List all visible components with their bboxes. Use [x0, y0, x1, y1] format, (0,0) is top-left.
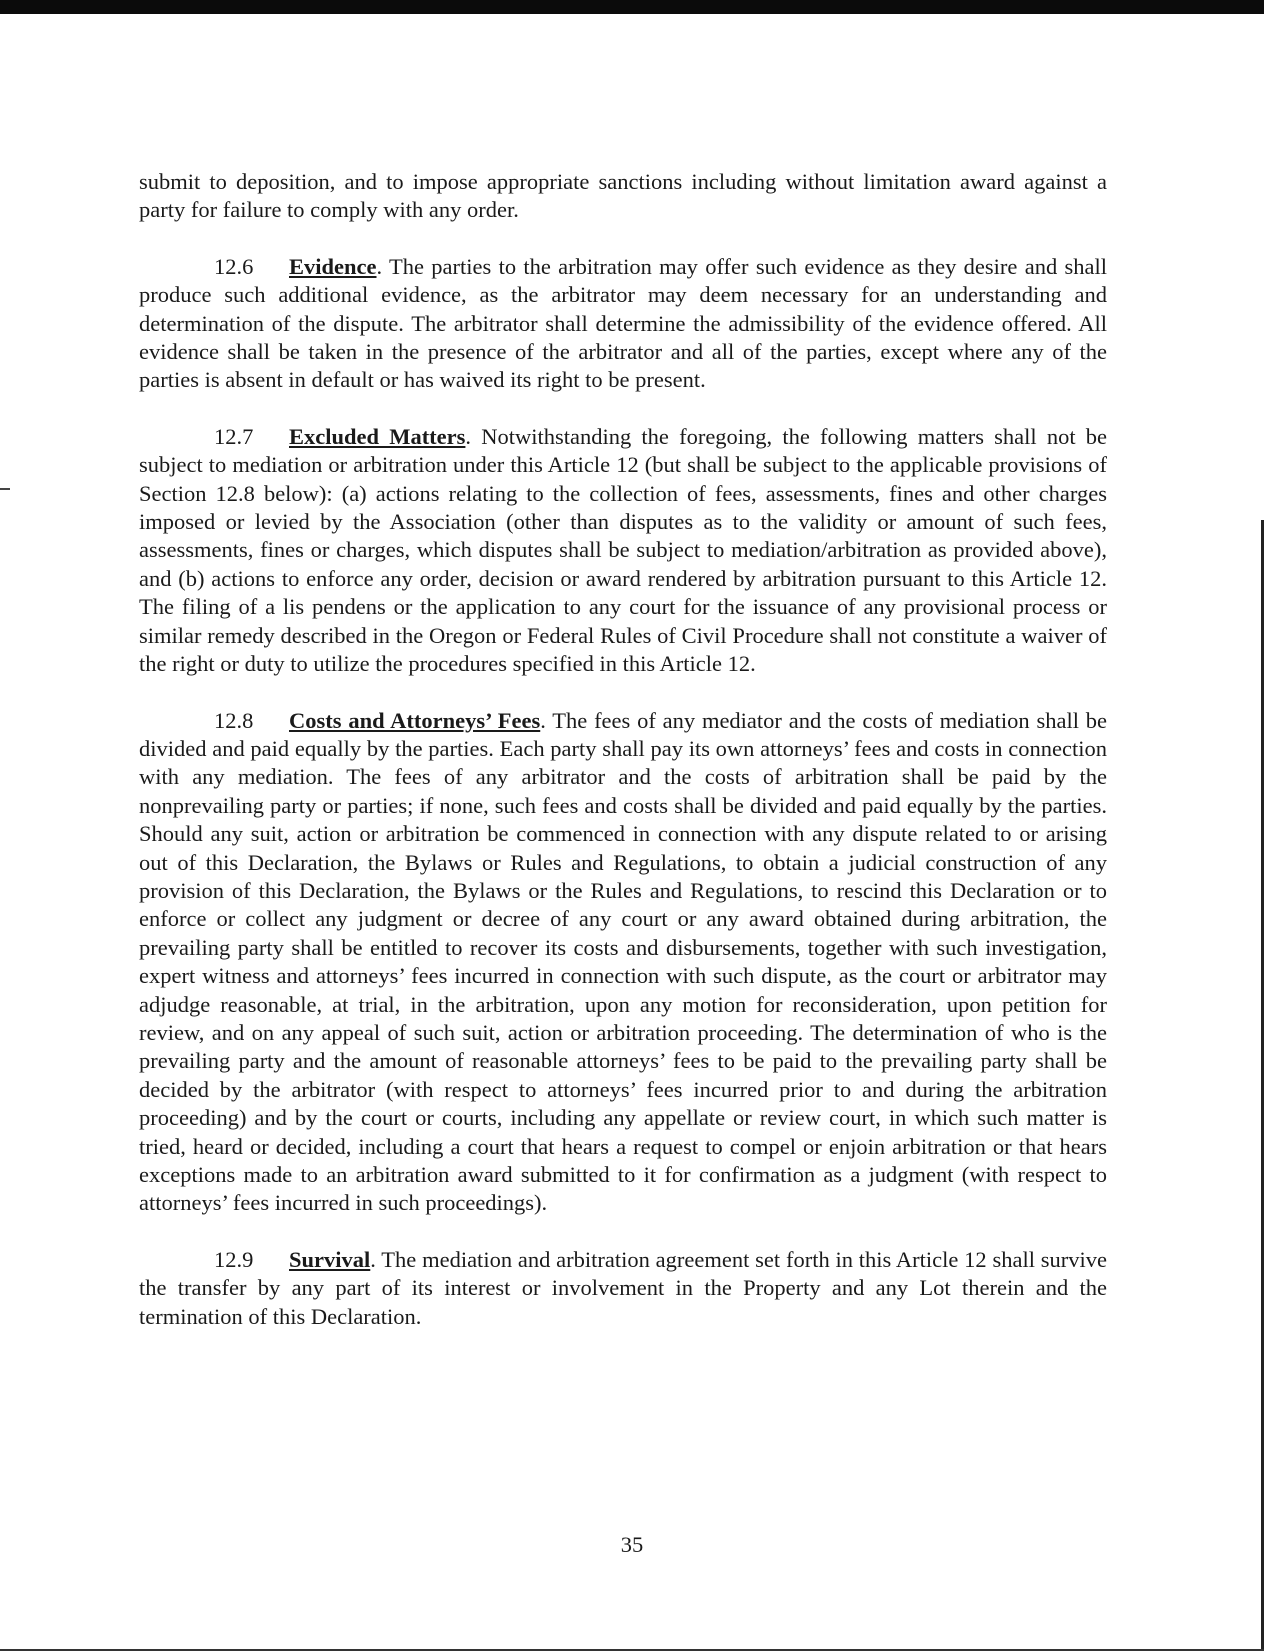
section-number: 12.9 [214, 1246, 254, 1272]
section-number: 12.8 [214, 707, 254, 733]
section-heading: Evidence [289, 253, 377, 279]
section-heading: Survival [289, 1246, 371, 1272]
section-number: 12.6 [214, 253, 254, 279]
section-body: . The mediation and arbitration agreement set forth in this Article 12 shall survive the transfer by any part of its interest or involvement in the Property and any Lot therein and the termination of this Declaration. [139, 1246, 1107, 1329]
section-body: . Notwithstanding the foregoing, the following matters shall not be subject to mediation or arbitration under this Article 12 (but shall be subject to the applicable provisions of Section 12.8 below): (a) actions relating to the collection of fees, assessments, fines and other charges imposed or levied by the Association (other than disputes as to the validity or amount of such fees, assessments, fines or charges, which disputes shall be subject to mediation/arbitration as provided above), and (b) actions to enforce any order, decision or award rendered by arbitration pursuant to this Article 12. The filing of a lis pendens or the application to any court for the issuance of any provisional process or similar remedy described in the Oregon or Federal Rules of Civil Procedure shall not constitute a waiver of the right or duty to utilize the procedures specified in this Article 12. [139, 423, 1107, 677]
section-12-7-excluded-matters [139, 423, 1107, 679]
section-number: 12.7 [214, 423, 254, 449]
section-heading: Excluded Matters [289, 423, 466, 449]
document-page [139, 168, 1107, 1331]
page-number: 35 [620, 1532, 644, 1557]
section-12-6-evidence [139, 253, 1107, 395]
section-12-9-survival [139, 1246, 1107, 1331]
section-body: . The fees of any mediator and the costs of mediation shall be divided and paid equally by the parties. Each party shall pay its own attorneys’ fees and costs in connection with any mediation. The fees of any arbitrator and the costs of arbitration shall be paid by the nonprevailing party or parties; if none, such fees and costs shall be divided and paid equally by the parties. Should any suit, action or arbitration be commenced in connection with any dispute related to or arising out of this Declaration, the Bylaws or Rules and Regulations, to obtain a judicial construction of any provision of this Declaration, the Bylaws or the Rules and Regulations, to rescind this Declaration or to enforce or collect any judgment or decree of any court or any award obtained during arbitration, the prevailing party shall be entitled to recover its costs and disbursements, together with such investigation, expert witness and attorneys’ fees incurred in connection with such dispute, as the court or arbitrator may adjudge reasonable, at trial, in the arbitration, upon any motion for reconsideration, upon petition for review, and on any appeal of such suit, action or arbitration proceeding. The determination of who is the prevailing party and the amount of reasonable attorneys’ fees to be paid to the prevailing party shall be decided by the arbitrator (with respect to attorneys’ fees incurred prior to and during the arbitration proceeding) and by the court or courts, including any appellate or review court, in which such matter is tried, heard or decided, including a court that hears a request to compel or enjoin arbitration or that hears exceptions made to an arbitration award submitted to it for confirmation as a judgment (with respect to attorneys’ fees incurred in such proceedings). [139, 707, 1108, 1216]
section-body: . The parties to the arbitration may offer such evidence as they desire and shall produce such additional evidence, as the arbitrator may deem necessary for an understanding and determination of the dispute. The arbitrator shall determine the admissibility of the evidence offered. All evidence shall be taken in the presence of the arbitrator and all of the parties, except where any of the parties is absent in default or has waived its right to be present. [139, 253, 1107, 393]
section-heading: Costs and Attorneys’ Fees [289, 707, 541, 733]
section-12-8-costs-and-fees [139, 707, 1107, 1218]
scan-left-mark [0, 488, 10, 490]
scan-top-border [0, 0, 1264, 14]
continuation-paragraph: submit to deposition, and to impose appropriate sanctions including without limitation award against a party for failure to comply with any order. [139, 169, 1107, 223]
